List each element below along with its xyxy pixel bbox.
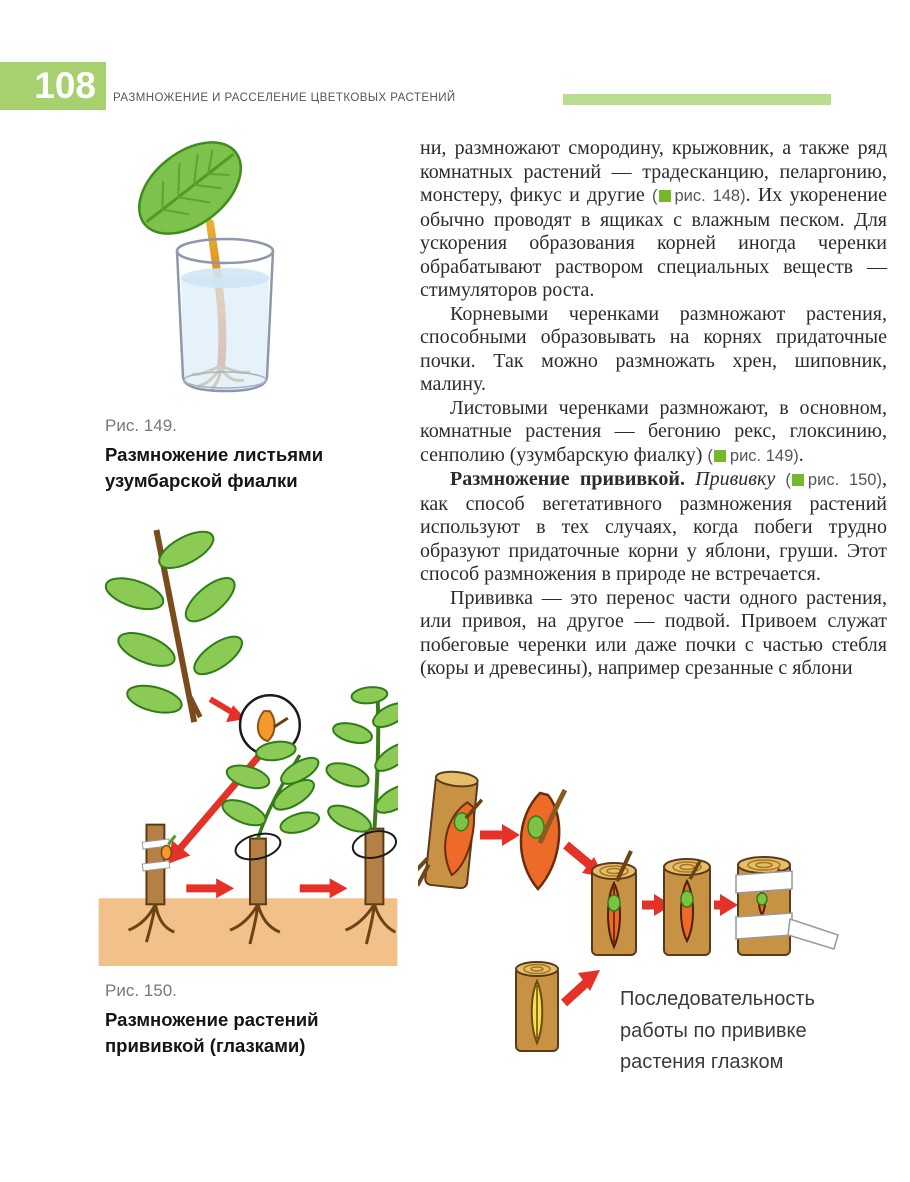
water-glass (177, 239, 273, 391)
arrow-stage1-to-stage2 (186, 878, 234, 898)
soil-band (99, 898, 398, 966)
fig150-label: Рис. 150. (105, 981, 177, 1000)
cut-bud-shield (521, 790, 565, 889)
arrow-step1 (480, 824, 520, 846)
figure-ref-label: рис. 149 (729, 446, 794, 465)
ref-paren-open: ( (707, 446, 713, 465)
figure-ref-label: рис. 148 (674, 187, 741, 205)
paragraph-text: ни, размножают смородину, крыжовник, а также ряд комнатных растений — традесканцию, пеларгонию, монстеру, фикус и другие (420, 137, 887, 206)
stock-bud-set (664, 859, 710, 955)
figure-ref-icon (792, 474, 804, 486)
page-number-tab (0, 62, 106, 110)
paragraph-leaf-cuttings (420, 397, 887, 469)
paragraph-text: Прививка — это перенос части одного растения, или привоя, на другое — подвой. Привоем служат побеговые черенки или даже почки с частью стебля (коры и древесины), например срезанные с яблони (420, 586, 887, 679)
figure-ref-label: рис. 150 (807, 471, 877, 489)
ref-paren-open: ( (785, 471, 791, 489)
paragraph-text: . Их укоренение обычно проводят в ящиках с влажным песком. Для ускорения образования корней иногда черенки обрабатывают раствором специальных веществ — стимуляторов роста. (420, 184, 888, 301)
page-number: 108 (34, 65, 96, 106)
body-text-column (420, 137, 887, 681)
stock-wrapped (736, 857, 838, 955)
arrow-step4 (714, 894, 738, 916)
paragraph-text: . (798, 443, 804, 466)
fig149-title: Размножение листьями узумбарской фиалки (105, 444, 324, 491)
donor-branch (102, 528, 248, 722)
term-italic: Прививку (684, 468, 786, 490)
figure-reference-148 (652, 187, 746, 205)
figure-ref-icon (714, 450, 726, 462)
paragraph-grafting-definition (420, 587, 887, 681)
fig149-illustration-leaf-in-glass (115, 128, 385, 413)
paragraph-text: Листовыми черенками размножают, в основном, комнатные растения — бегонию рекс, глоксинию, сенполию (узумбарскую фиалку) (420, 396, 887, 466)
figure-reference-150 (785, 471, 882, 489)
arrow-stage2-to-stage3 (300, 878, 348, 898)
sequence-caption: Последовательность работы по прививке растения глазком (620, 988, 815, 1074)
violet-leaf (122, 128, 258, 252)
stock-bud-inserted (592, 851, 636, 955)
fig150-illustration-bud-grafting (98, 528, 398, 966)
paragraph-text: Корневыми черенками размножают растения, способными образовывать на корнях придаточные почки. Так можно размножать хрен, шиповник, малину. (420, 302, 887, 395)
ref-paren-close: ) (876, 471, 882, 489)
paragraph-grafting-intro (420, 468, 887, 587)
paragraph-cuttings (420, 137, 887, 303)
paragraph-text: , как способ вегетативного размножения растений используют в тех случаях, когда побеги трудно образуют придаточные корни у яблони, груши. Этот способ размножения в природе не встречается. (420, 468, 887, 585)
fig150-title: Размножение растений прививкой (глазками) (105, 1009, 319, 1056)
ref-paren-open: ( (652, 187, 658, 205)
fig149-caption (105, 416, 395, 493)
fig149-label: Рис. 149. (105, 416, 177, 435)
figure-ref-icon (659, 190, 671, 202)
donor-branch-with-bud (418, 769, 484, 892)
chapter-header: РАЗМНОЖЕНИЕ И РАССЕЛЕНИЕ ЦВЕТКОВЫХ РАСТЕНИЙ (113, 92, 456, 104)
ref-paren-close: ) (793, 446, 799, 465)
paragraph-lead-bold: Размножение прививкой. (450, 468, 685, 490)
arrow-step-insert (564, 970, 600, 1003)
ref-paren-close: ) (740, 187, 746, 205)
fig150-caption (105, 981, 395, 1058)
paragraph-root-cuttings (420, 303, 887, 397)
figure-reference-149 (707, 447, 798, 465)
header-accent-bar (563, 94, 831, 105)
stock-with-cut (516, 962, 558, 1051)
